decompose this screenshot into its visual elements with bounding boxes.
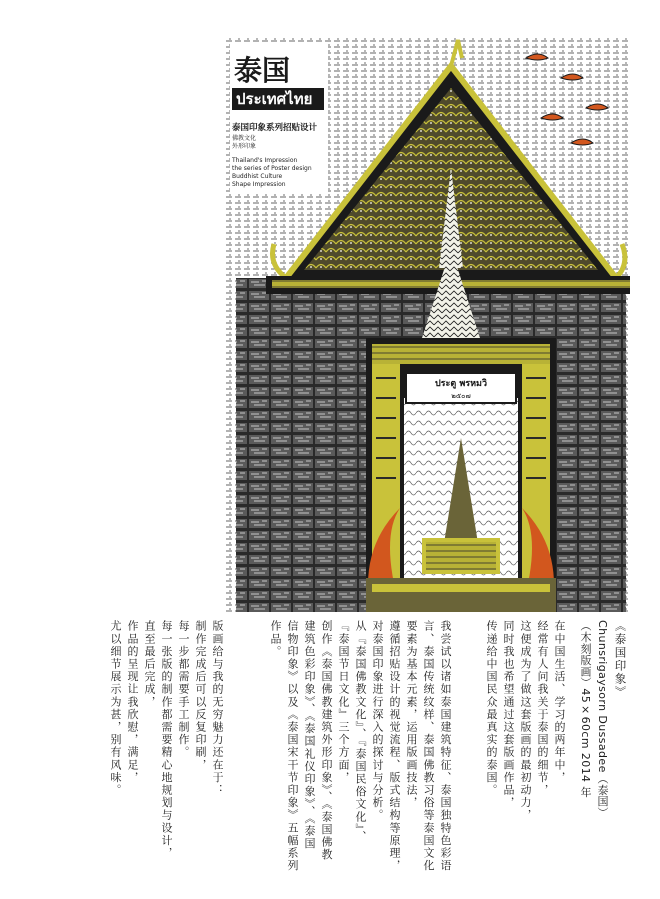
text-column: 作品。 xyxy=(269,620,282,658)
text-column: 每一步都需要手工制作。 xyxy=(177,620,190,759)
poster-thai-text: ประเทศไทย xyxy=(236,90,313,108)
text-column: 每一张版的制作都需要精心地规划与设计， xyxy=(160,620,173,860)
woodcut-artwork xyxy=(226,38,630,612)
text-column: 要素为基本元素，运用版画技法， xyxy=(405,620,418,809)
text-column: 遵循招贴设计的视觉流程、版式结构等原理， xyxy=(388,620,401,872)
text-column: 从『泰国佛教文化』、『泰国民俗文化』、 xyxy=(354,620,367,843)
gate-plaque-number: ๒๕๐๗ xyxy=(451,392,471,400)
text-column: 版画给与我的无穷魅力还在于： xyxy=(211,620,224,797)
text-column: 对泰国印象进行深入的探讨与分析。 xyxy=(371,620,384,822)
gate-threshold xyxy=(366,578,556,612)
poster-sub-line1: 佛教文化 xyxy=(232,135,257,142)
poster-en-line2: the series of Poster design xyxy=(232,165,312,172)
text-column: 同时我也希望通过这套版画作品， xyxy=(502,620,515,809)
text-column: 建筑色彩印象》、《泰国礼仪印象》、《泰国 xyxy=(303,620,316,850)
poster-en-line4: Shape Impression xyxy=(232,181,286,188)
gate-threshold-trim xyxy=(372,584,550,592)
artwork-title: 《泰国印象》 xyxy=(613,620,628,699)
text-column: 『泰国节日文化』三个方面， xyxy=(337,620,350,784)
text-column: 制作完成后可以反复印刷， xyxy=(194,620,207,772)
text-column: 直至最后完成， xyxy=(143,620,156,709)
gate-plaque-text: ประตู พรหมวิ xyxy=(434,379,488,389)
text-column: 传递给中国民众最真实的泰国。 xyxy=(485,620,498,797)
text-column: 在中国生活、学习的两年中， xyxy=(553,620,566,784)
text-column: 我尝试以诸如泰国建筑特征、泰国独特色彩语 xyxy=(439,620,452,872)
artist-name: Chunsrigaysorn Dussadee（泰国） xyxy=(596,620,609,819)
text-column: 经常有人问我关于泰国的细节， xyxy=(536,620,549,797)
text-column: 尤以细节展示为甚，别有风味。 xyxy=(109,620,122,797)
inner-temple-base-pattern xyxy=(426,542,496,570)
poster-sub-line2: 外形印象 xyxy=(232,143,257,150)
poster-subtitle: 泰国印象系列招贴设计 xyxy=(232,123,318,133)
poster-en-line3: Buddhist Culture xyxy=(232,173,283,180)
text-column: 言、泰国传统纹样、泰国佛教习俗等泰国文化 xyxy=(422,620,435,872)
text-column: 这便成为了做这套版画的最初动力， xyxy=(519,620,532,822)
gate-lintel xyxy=(372,344,550,364)
artwork-medium-size: （木刻版画）45×60cm 2014 年 xyxy=(579,620,592,798)
text-column: 创作《泰国佛教建筑外形印象》、《泰国佛教 xyxy=(320,620,333,861)
text-column: 作品的呈现让我欣慰，满足， xyxy=(126,620,139,784)
poster-title: 泰国 xyxy=(234,54,291,87)
text-column: 信物印象》以及《泰国宋干节印象》五幅系列 xyxy=(286,620,299,872)
poster-en-line1: Thailand's Impression xyxy=(232,157,298,164)
